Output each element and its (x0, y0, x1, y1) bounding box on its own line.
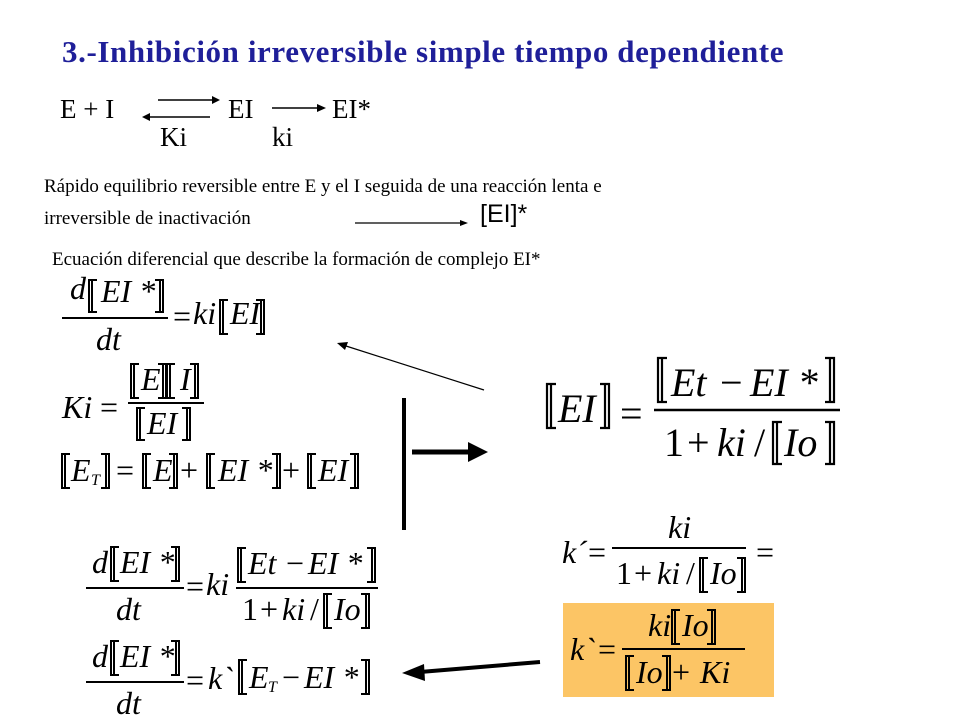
eq4-d: d (92, 544, 108, 580)
eq1-equals: = (173, 298, 192, 334)
equation-k-prime (562, 509, 774, 592)
eq3-plus-2: + (282, 452, 301, 488)
eqk-equals: = (588, 534, 607, 570)
ei-star-bracket-label: [EI]* (480, 200, 528, 228)
inactivation-arrow (355, 220, 468, 226)
equation-ei-solution (547, 358, 840, 465)
eq1-bracket-right (155, 280, 163, 312)
description-line-1: Rápido equilibrio reversible entre E y el I seguida de una reacción lenta e (44, 176, 602, 197)
eq1-ki: ki (193, 295, 217, 331)
eq4-ki: ki (206, 566, 230, 602)
eq4-equals: = (186, 568, 205, 604)
eqg-io: Io (682, 607, 709, 643)
substitution-arrow (402, 662, 540, 681)
eqb-io: Io (784, 420, 818, 465)
description-line-3: Ecuación diferencial que describe la formación de complejo EI* (52, 249, 541, 270)
eqb-slash: / (754, 420, 766, 465)
eq3-ei-star: EI * (218, 452, 273, 488)
equation-conservation (62, 452, 358, 489)
eq3-equals: = (116, 452, 135, 488)
eq4-dt: dt (116, 591, 141, 627)
eq5-dt: dt (116, 685, 141, 720)
eqk-ki: ki (668, 509, 692, 545)
rate-constant-label: ki (272, 122, 294, 152)
eqg-equals: = (598, 631, 617, 667)
equilibrium-constant-label: Ki (160, 122, 187, 152)
eq5-E: E (249, 659, 269, 695)
pointer-arrow-up-left (337, 342, 484, 390)
equilibrium-arrows (142, 96, 220, 121)
eq2-I: I (180, 361, 191, 397)
equation-k-grave (570, 607, 745, 690)
equation-ki (61, 361, 204, 441)
eqg-io-2: Io (636, 654, 663, 690)
eqg-k: k` (570, 631, 595, 667)
eqb-plus: + (687, 420, 710, 465)
eq1-bracket-left-2 (220, 300, 228, 334)
eqg-plus: + (672, 654, 691, 690)
eq4-minus: − (286, 545, 305, 581)
eqb-et: Et (671, 360, 707, 405)
eq3-E: E (71, 452, 91, 488)
eq1-ei-star: EI * (101, 273, 156, 309)
eq2-E: E (141, 361, 161, 397)
eq1-ei: EI (230, 295, 261, 331)
reaction-reactants: E + I (60, 94, 115, 124)
eq3-ei: EI (318, 452, 349, 488)
equation-rate (62, 270, 264, 357)
derivation-arrow (412, 442, 488, 462)
eq2-ei: EI (147, 405, 178, 441)
eq1-d: d (70, 270, 86, 306)
eq5-ei-star: EI * (120, 638, 175, 674)
eqg-Ki: Ki (700, 654, 731, 690)
eqb-equals: = (620, 391, 643, 436)
eq4-et: Et (248, 545, 277, 581)
eq2-equals: = (100, 389, 119, 425)
eqk-equals-2: = (756, 534, 775, 570)
eqb-ei: EI (558, 386, 596, 431)
eq4-ki-2: ki (282, 591, 306, 627)
eq4-io: Io (334, 591, 361, 627)
equation-rate-first-order (86, 638, 369, 720)
eq3-T: T (91, 472, 100, 489)
eqb-minus: − (720, 360, 743, 405)
eq5-T: T (268, 679, 277, 696)
eqk-one: 1 (616, 555, 632, 591)
eq5-equals: = (186, 662, 205, 698)
reaction-product: EI* (332, 94, 371, 124)
eq1-bracket-left (89, 280, 97, 312)
eq4-ei-star-2: EI * (308, 545, 363, 581)
eqk-io: Io (710, 555, 737, 591)
equation-rate-expanded (86, 544, 378, 628)
eqk-slash: / (686, 555, 695, 591)
eq5-k: k` (208, 660, 233, 696)
description-line-2: irreversible de inactivación (44, 208, 251, 229)
slide-title: 3.-Inhibición irreversible simple tiempo dependiente (62, 34, 785, 69)
eq3-plus: + (180, 452, 199, 488)
eqb-ki: ki (717, 420, 746, 465)
eq1-dt: dt (96, 321, 121, 357)
eqk-kprime: k´ (562, 534, 587, 570)
eq4-ei-star: EI * (120, 544, 175, 580)
eq5-ei-star-2: EI * (304, 659, 359, 695)
eqb-ei-star: EI * (750, 360, 818, 405)
eqb-one: 1 (664, 420, 684, 465)
irreversible-arrow (272, 104, 326, 112)
eq4-one: 1 (242, 591, 258, 627)
eq3-E2: E (153, 452, 173, 488)
eq5-d: d (92, 638, 108, 674)
eqk-plus: + (634, 555, 653, 591)
eq2-Ki: Ki (62, 389, 93, 425)
eqg-ki: ki (648, 607, 672, 643)
eq4-plus: + (260, 591, 279, 627)
eq5-minus: − (282, 659, 301, 695)
eqk-ki-2: ki (657, 555, 681, 591)
reaction-complex: EI (228, 94, 254, 124)
eq4-slash: / (310, 591, 319, 627)
